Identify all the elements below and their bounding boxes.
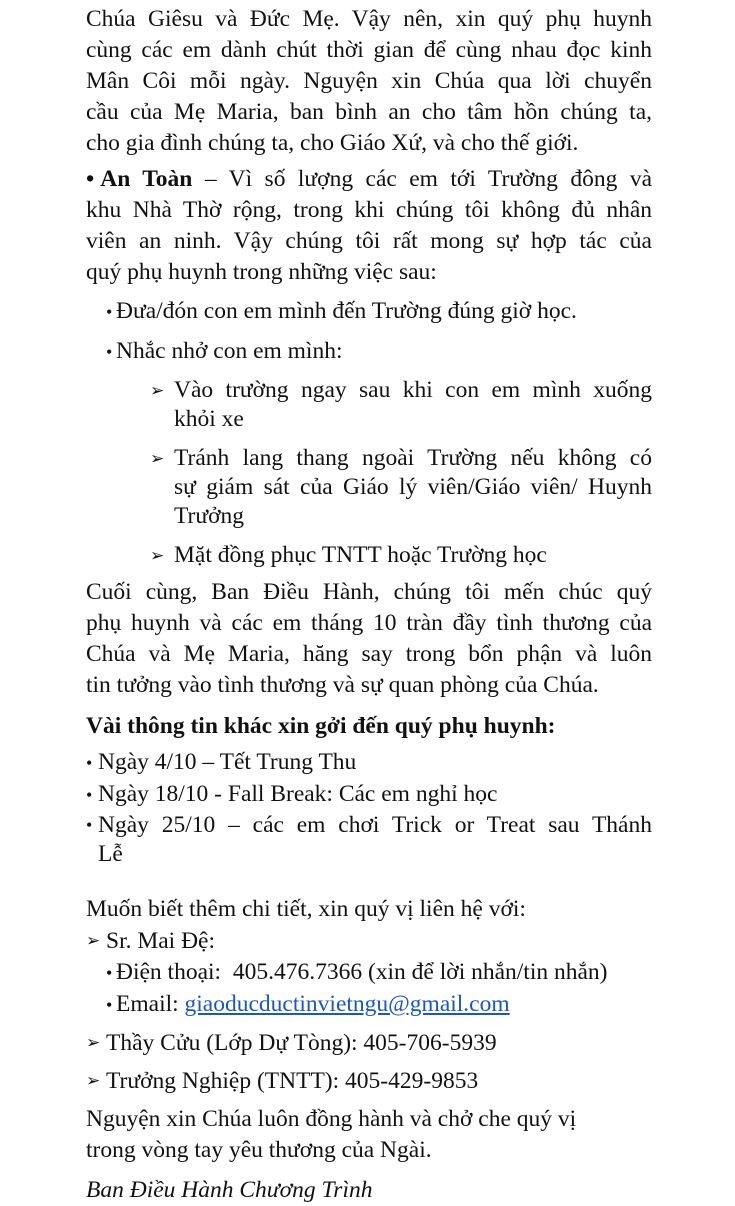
info-item [86, 811, 652, 869]
closing-line: phụ huynh và các em tháng 10 tràn đầy tình thương của [86, 610, 652, 636]
bullet-icon: • [86, 785, 93, 805]
bullet-icon: • [106, 302, 113, 322]
reminder-line: Trưởng [174, 503, 245, 529]
arrow-icon: ➢ [86, 1033, 101, 1052]
info-item [86, 747, 652, 779]
info-item-text: Ngày 25/10 – các em chơi Trick or Treat sau Thánh [98, 812, 652, 838]
reminder-line: khỏi xe [174, 406, 244, 432]
reminder-line: Tránh lang thang ngoài Trường nếu không có [174, 445, 652, 471]
safety-item-text: Đưa/đón con em mình đến Trường đúng giờ học. [116, 298, 577, 324]
intro-line: Chúa Giêsu và Đức Mẹ. Vậy nên, xin quý phụ huynh [86, 6, 652, 32]
safety-item-text: Nhắc nhở con em mình: [116, 338, 343, 364]
blessing-line: Nguyện xin Chúa luôn đồng hành và chở che quý vị [86, 1106, 577, 1132]
intro-line: cùng các em dành chút thời gian để cùng nhau đọc kinh [86, 37, 652, 63]
leader-text: Trưởng Nghiệp (TNTT): 405-429-9853 [106, 1068, 479, 1094]
closing-line: tin tưởng vào tình thương và sự quan phòng của Chúa. [86, 672, 599, 698]
letter-page [86, 4, 652, 1206]
contact-phone [106, 957, 652, 989]
intro-paragraph [86, 4, 652, 159]
contact-leader [86, 1065, 652, 1097]
closing-line: Chúa và Mẹ Maria, hăng say trong bổn phận và luôn [86, 641, 652, 667]
safety-paragraph [86, 164, 652, 288]
bullet-icon: • [86, 753, 93, 773]
safety-item [106, 296, 652, 328]
safety-item [106, 336, 652, 368]
info-heading: Vài thông tin khác xin gởi đến quý phụ huynh: [86, 713, 556, 739]
closing-paragraph [86, 577, 652, 701]
teacher-text: Thầy Cửu (Lớp Dự Tòng): 405-706-5939 [106, 1030, 497, 1056]
info-item-text: Ngày 4/10 – Tết Trung Thu [98, 749, 357, 775]
info-item-text: Ngày 18/10 - Fall Break: Các em nghỉ học [98, 781, 498, 807]
contact-sister [86, 925, 652, 957]
reminder-item [150, 444, 652, 531]
intro-line: cho gia đình chúng ta, cho Giáo Xứ, và cho thế giới. [86, 130, 579, 156]
arrow-icon: ➢ [150, 449, 165, 468]
sister-name: Sr. Mai Đệ: [106, 928, 216, 954]
bullet-icon: • [86, 815, 93, 835]
arrow-icon: ➢ [150, 381, 165, 400]
phone-label: Điện thoại: [116, 959, 222, 985]
contact-email [106, 989, 652, 1021]
contact-teacher [86, 1027, 652, 1059]
reminder-line: sự giám sát của Giáo lý viên/Giáo viên/ Huynh [174, 474, 652, 500]
bullet-icon: • [106, 995, 113, 1015]
reminder-item [150, 376, 652, 434]
phone-value[interactable]: 405.476.7366 (xin để lời nhắn/tin nhắn) [232, 959, 608, 985]
safety-first-line [86, 164, 652, 195]
closing-line: Cuối cùng, Ban Điều Hành, chúng tôi mến chúc quý [86, 579, 652, 605]
safety-line: khu Nhà Thờ rộng, trong khi chúng tôi không đủ nhân [86, 197, 652, 223]
bullet-icon: • [106, 342, 113, 362]
safety-line: – Vì số lượng các em tới Trường đông và [192, 166, 652, 192]
info-item-text: Lễ [98, 841, 123, 867]
arrow-icon: ➢ [150, 546, 165, 565]
safety-heading: An Toàn [100, 166, 193, 192]
info-list [86, 747, 652, 869]
reminder-list [150, 376, 652, 570]
bullet-icon: • [106, 963, 113, 983]
safety-line: viên an ninh. Vậy chúng tôi rất mong sự hợp tác của [86, 228, 652, 254]
blessing-line: trong vòng tay yêu thương của Ngài. [86, 1137, 432, 1163]
contact-intro: Muốn biết thêm chi tiết, xin quý vị liên hệ với: [86, 896, 526, 922]
safety-line: quý phụ huynh trong những việc sau: [86, 259, 437, 285]
intro-line: cầu của Mẹ Maria, ban bình an cho tâm hồn chúng ta, [86, 99, 652, 125]
reminder-line: Mặt đồng phục TNTT hoặc Trường học [174, 542, 547, 568]
bullet-icon: • [86, 166, 95, 192]
arrow-icon: ➢ [86, 1071, 101, 1090]
info-item [86, 779, 652, 811]
email-link[interactable]: giaoducductinvietngu@gmail.com [184, 991, 510, 1017]
intro-line: Mân Côi mỗi ngày. Nguyện xin Chúa qua lời chuyển [86, 68, 652, 94]
reminder-item [150, 541, 652, 570]
reminder-line: Vào trường ngay sau khi con em mình xuống [174, 377, 652, 403]
arrow-icon: ➢ [86, 931, 101, 950]
signature: Ban Điều Hành Chương Trình [86, 1177, 373, 1203]
email-label: Email: [116, 991, 179, 1017]
blessing-paragraph [86, 1104, 652, 1166]
